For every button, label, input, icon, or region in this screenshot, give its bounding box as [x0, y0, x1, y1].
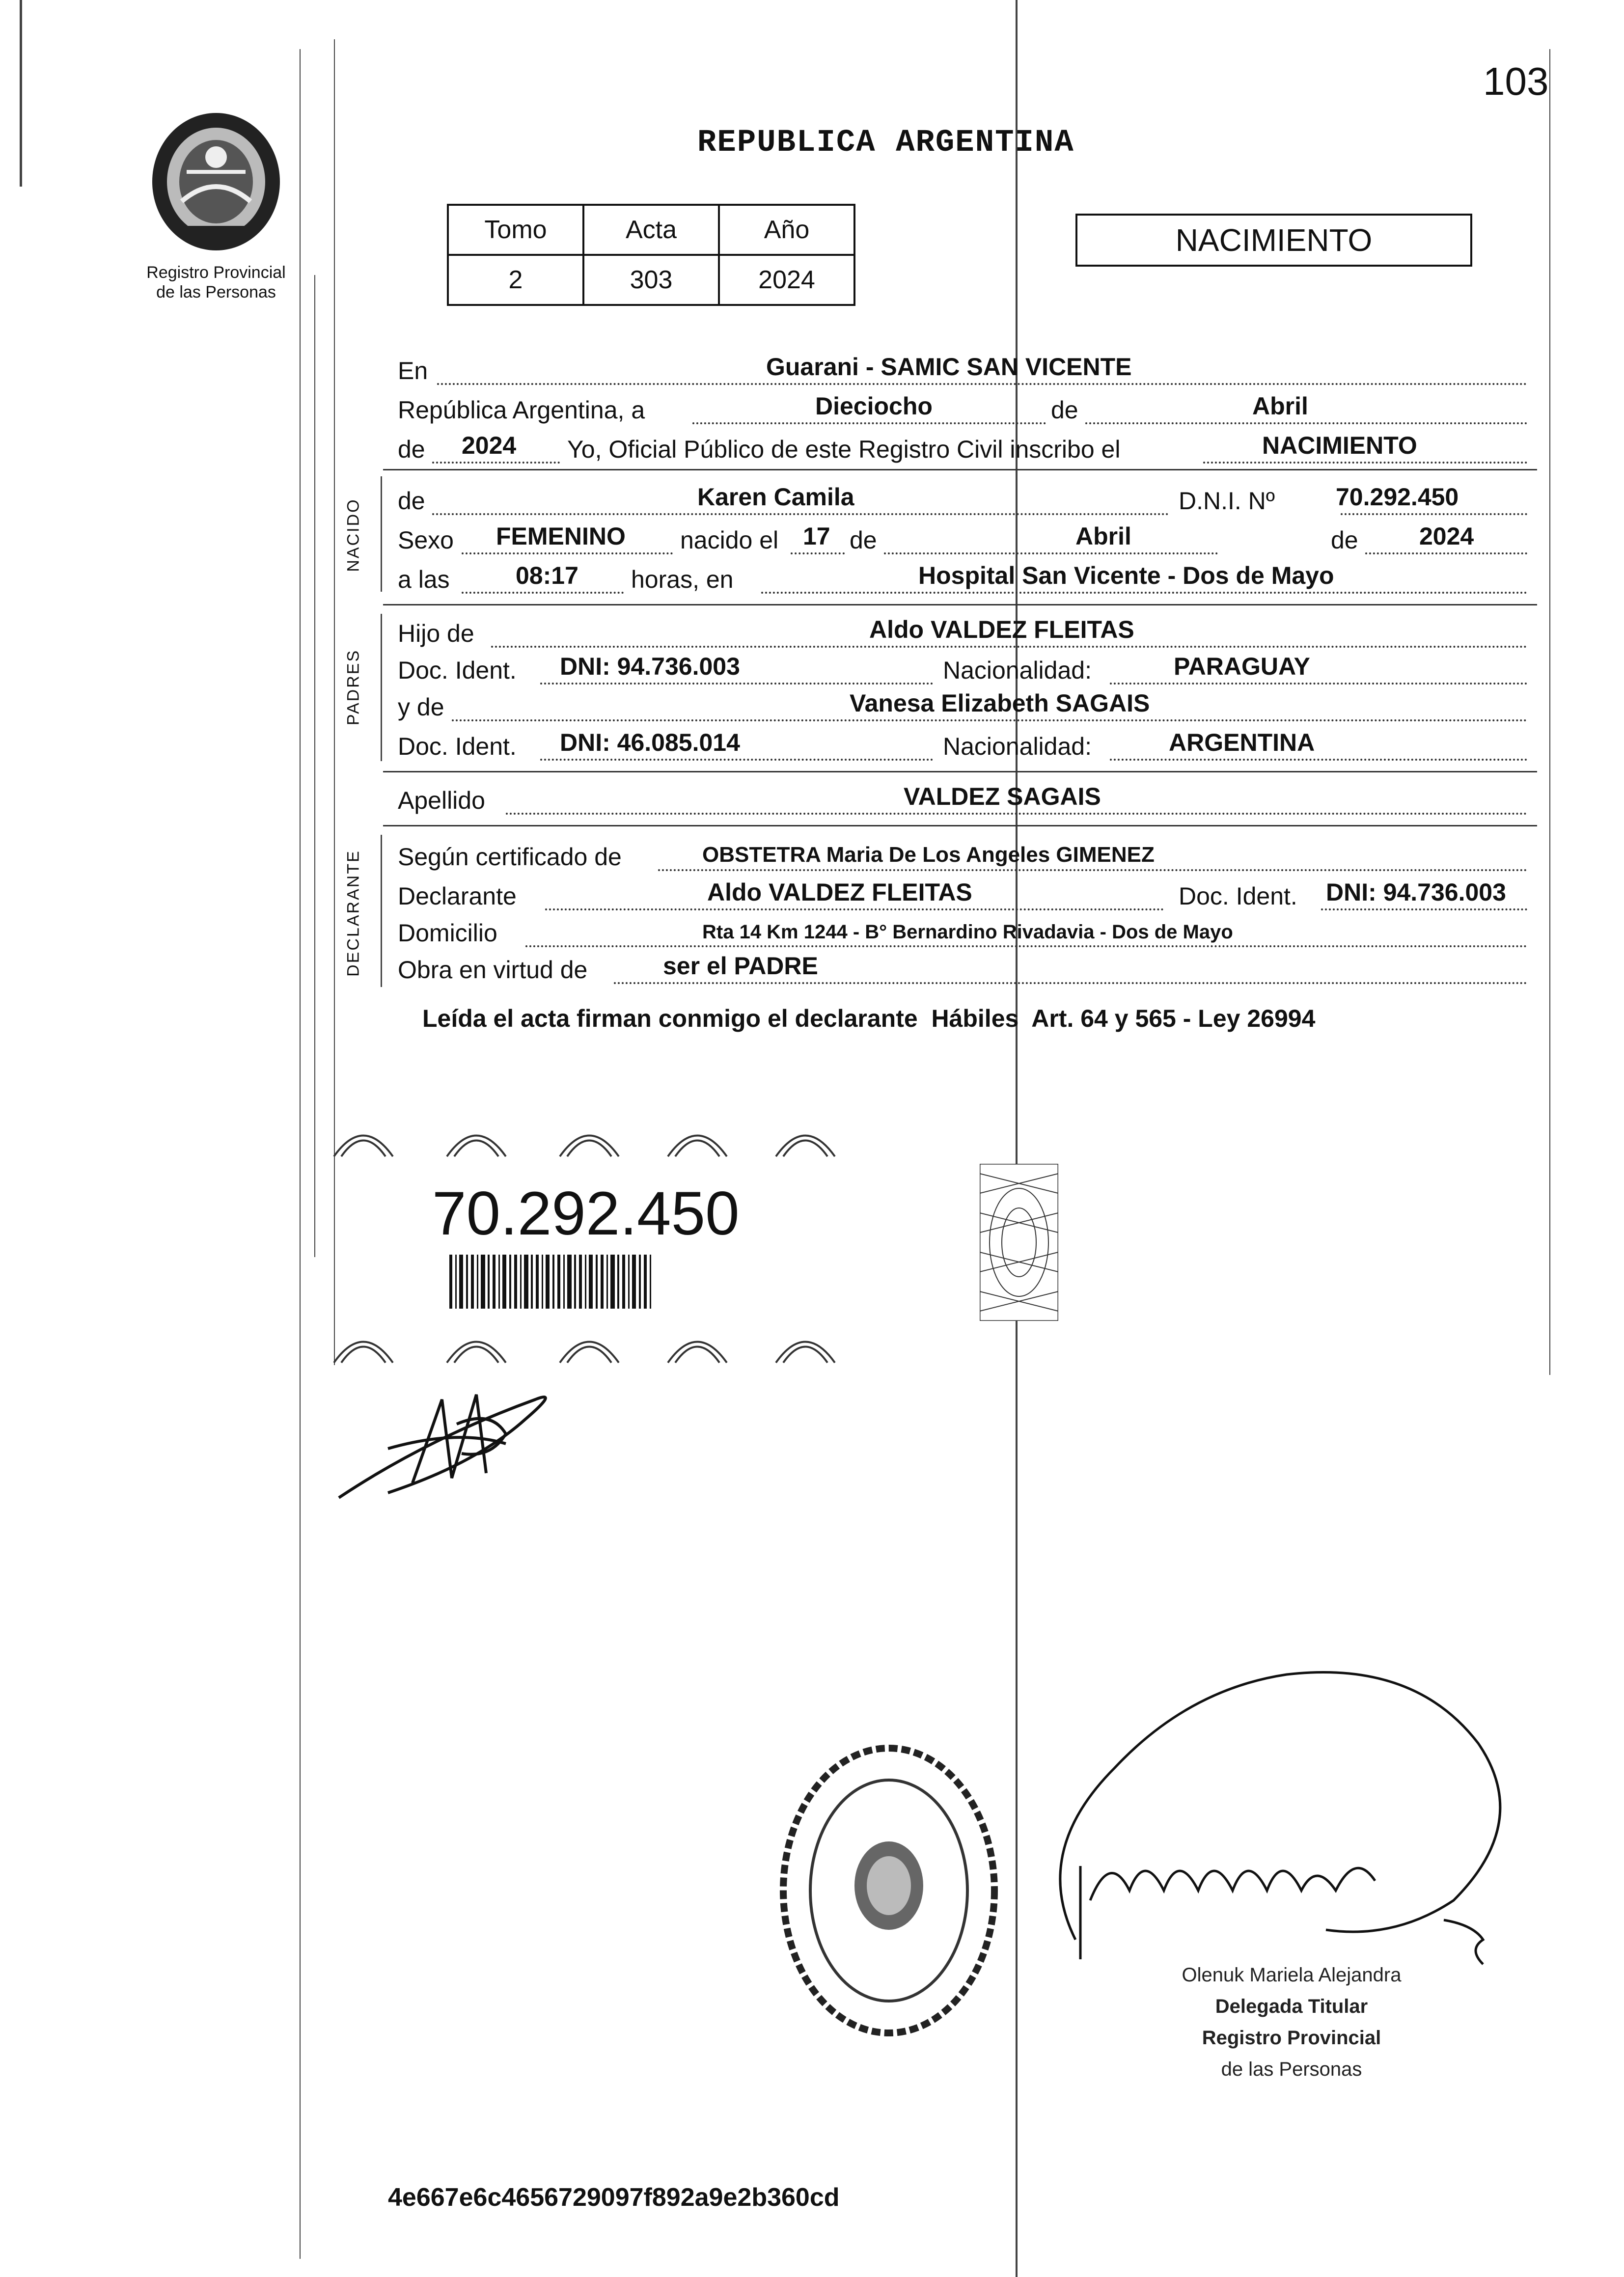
birth-month: Abril	[1075, 522, 1131, 550]
document-hash: 4e667e6c4656729097f892a9e2b360cd	[388, 2183, 840, 2212]
seal-caption: Registro Provincial de las Personas	[146, 263, 286, 302]
row-mother: y de Vanesa Elizabeth SAGAIS	[398, 690, 1527, 724]
margin-line	[20, 0, 22, 187]
act-registered: NACIMIENTO	[1262, 432, 1417, 459]
row-surname: Apellido VALDEZ SAGAIS	[398, 783, 1527, 818]
act-type: NACIMIENTO	[1175, 222, 1373, 258]
birth-place: Hospital San Vicente - Dos de Mayo	[918, 562, 1334, 589]
act-type-box	[1075, 214, 1472, 267]
father-nationality: PARAGUAY	[1174, 653, 1310, 680]
section-bracket	[381, 835, 382, 987]
row-name: de Karen Camila D.N.I. Nº 70.292.450	[398, 484, 1527, 518]
row-birth-place: a las 08:17 horas, en Hospital San Vicente - Dos de Mayo	[398, 562, 1527, 597]
official-office: Registro Provincial	[1202, 2027, 1381, 2049]
declarant-signature-icon	[329, 1380, 565, 1527]
declarant-capacity: ser el PADRE	[663, 952, 818, 980]
father-doc: DNI: 94.736.003	[560, 653, 740, 680]
margin-line	[300, 49, 301, 2259]
barcode-icon	[449, 1255, 793, 1309]
official-signature-icon	[1012, 1645, 1542, 1999]
section-bracket	[381, 614, 382, 761]
row-address: Domicilio Rta 14 Km 1244 - B° Bernardino Rivadavia - Dos de Mayo	[398, 916, 1527, 950]
registration-month: Abril	[1252, 392, 1308, 420]
hologram-icon	[980, 1164, 1058, 1321]
row-birth: Sexo FEMENINO nacido el 17 de Abril de 2024	[398, 523, 1527, 557]
section-separator	[383, 825, 1537, 826]
row-mother-doc: Doc. Ident. DNI: 46.085.014 Nacionalidad: ARGENTINA	[398, 729, 1527, 764]
birth-day: 17	[803, 522, 830, 550]
guilloche-pattern	[324, 1115, 913, 1159]
provincial-seal-icon	[133, 103, 300, 260]
register-value: 303	[583, 255, 719, 305]
mother-nationality: ARGENTINA	[1169, 729, 1315, 756]
header-title: REPUBLICA ARGENTINA	[697, 125, 1074, 161]
security-sticker	[324, 1115, 913, 1370]
margin-line	[314, 275, 315, 1257]
official-name: Olenuk Mariela Alejandra	[1182, 1964, 1402, 1986]
mother-name: Vanesa Elizabeth SAGAIS	[850, 689, 1150, 717]
row-place: En Guarani - SAMIC SAN VICENTE	[398, 354, 1527, 388]
birth-year: 2024	[1419, 522, 1474, 550]
register-table	[447, 204, 855, 306]
registration-day: Dieciocho	[815, 392, 933, 420]
register-header: Acta	[583, 205, 719, 255]
child-name: Karen Camila	[697, 483, 854, 511]
row-father-doc: Doc. Ident. DNI: 94.736.003 Nacionalidad: PARAGUAY	[398, 653, 1527, 687]
closing-text: Leída el acta firman conmigo el declarante Hábiles Art. 64 y 565 - Ley 26994	[422, 1005, 1316, 1032]
birth-time: 08:17	[516, 562, 578, 589]
row-capacity: Obra en virtud de ser el PADRE	[398, 953, 1527, 987]
section-bracket	[381, 476, 382, 592]
official-title: Delegada Titular	[1215, 1996, 1368, 2017]
row-date: República Argentina, a Dieciocho de Abril	[398, 393, 1527, 427]
child-dni: 70.292.450	[1336, 483, 1459, 511]
page-number: 103	[1483, 59, 1549, 103]
child-sex: FEMENINO	[496, 522, 626, 550]
section-separator	[383, 604, 1537, 605]
register-value: 2024	[719, 255, 854, 305]
mother-doc: DNI: 46.085.014	[560, 729, 740, 756]
register-header: Año	[719, 205, 854, 255]
father-name: Aldo VALDEZ FLEITAS	[869, 616, 1134, 643]
certificate-issuer: OBSTETRA Maria De Los Angeles GIMENEZ	[702, 843, 1155, 867]
side-label-nacido: NACIDO	[344, 498, 363, 572]
declarant-address: Rta 14 Km 1244 - B° Bernardino Rivadavia - Dos de Mayo	[702, 921, 1233, 943]
section-separator	[383, 469, 1537, 470]
side-label-declarante: DECLARANTE	[344, 850, 363, 977]
margin-line	[1549, 49, 1550, 1375]
official-name-block	[1120, 1959, 1463, 2085]
declarant-doc: DNI: 94.736.003	[1326, 878, 1506, 906]
side-label-padres: PADRES	[344, 649, 363, 726]
section-separator	[383, 771, 1537, 772]
official-stamp-icon	[771, 1738, 1007, 2043]
row-father: Hijo de Aldo VALDEZ FLEITAS	[398, 616, 1527, 651]
official-office-2: de las Personas	[1221, 2058, 1362, 2080]
register-value: 2	[448, 255, 583, 305]
child-surname: VALDEZ SAGAIS	[904, 783, 1101, 810]
sticker-number: 70.292.450	[432, 1180, 740, 1248]
declarant-name: Aldo VALDEZ FLEITAS	[707, 878, 972, 906]
row-act: de 2024 Yo, Oficial Público de este Registro Civil inscribo el NACIMIENTO	[398, 432, 1527, 466]
guilloche-pattern	[324, 1321, 913, 1365]
register-header: Tomo	[448, 205, 583, 255]
registration-year: 2024	[462, 432, 517, 459]
registration-place: Guarani - SAMIC SAN VICENTE	[766, 353, 1132, 381]
row-declarant: Declarante Aldo VALDEZ FLEITAS Doc. Ident. DNI: 94.736.003	[398, 879, 1527, 913]
row-certificate: Según certificado de OBSTETRA Maria De Los Angeles GIMENEZ	[398, 840, 1527, 874]
